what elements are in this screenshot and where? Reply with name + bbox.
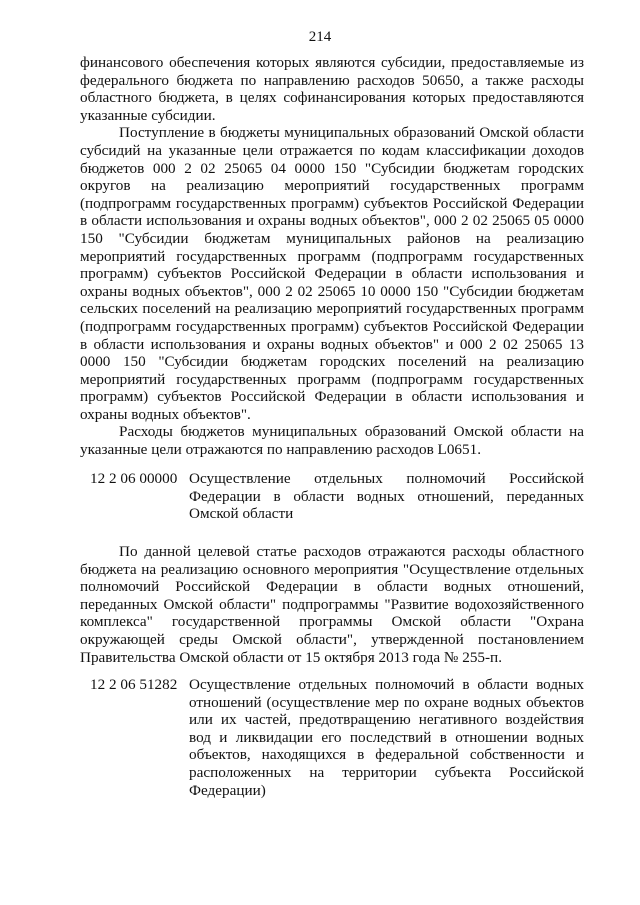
budget-entry-12-2-06-00000 <box>80 470 584 523</box>
middle-text-block <box>80 543 584 666</box>
top-text-block <box>80 54 584 459</box>
budget-code: 12 2 06 51282 <box>90 676 178 693</box>
budget-entry-title: Осуществление отдельных полномочий в области водных отношений (осуществление мер по охране водных объектов или их частей, предотвращению негативного воздействия вод и ликвидации его последствий в отношении водных объектов, находящихся в федеральной собственности и расположенных на территории субъекта Российской Федерации) <box>189 676 584 799</box>
budget-code: 12 2 06 00000 <box>90 470 178 487</box>
paragraph-main-activity: По данной целевой статье расходов отражаются расходы областного бюджета на реализацию основного мероприятия "Осуществление отдельных полномочий Российской Федерации в области водных отношений, переданных Омской области" подпрограммы "Развитие водохозяйственного комплекса" государственной программы Омской области "Охрана окружающей среды Омской области", утвержденной постановлением Правительства Омской области от 15 октября 2013 года № 255-п. <box>80 543 584 666</box>
paragraph-revenue-codes: Поступление в бюджеты муниципальных образований Омской области субсидий на указанные цели отражается по кодам классификации доходов бюджетов 000 2 02 25065 04 0000 150 "Субсидии бюджетам городских округов на реализацию мероприятий государственных программ (подпрограмм государственных программ) субъектов Российской Федерации в области использования и охраны водных объектов", 000 2 02 25065 05 0000 150 "Субсидии бюджетам муниципальных районов на реализацию мероприятий государственных программ (подпрограмм государственных программ) субъектов Российской Федерации в области использования и охраны водных объектов", 000 2 02 25065 10 0000 150 "Субсидии бюджетам сельских поселений на реализацию мероприятий государственных программ (подпрограмм государственных программ) субъектов Российской Федерации в области использования и охраны водных объектов" и 000 2 02 25065 13 0000 150 "Субсидии бюджетам городских поселений на реализацию мероприятий государственных программ (подпрограмм государственных программ) субъектов Российской Федерации в области использования и охраны водных объектов". <box>80 124 584 423</box>
budget-entry-title: Осуществление отдельных полномочий Российской Федерации в области водных отношений, переданных Омской области <box>189 470 584 523</box>
paragraph-expense-direction: Расходы бюджетов муниципальных образований Омской области на указанные цели отражаются по направлению расходов L0651. <box>80 423 584 459</box>
page-number: 214 <box>308 29 332 45</box>
paragraph-continuation: финансового обеспечения которых являются субсидии, предоставляемые из федерального бюджета по направлению расходов 50650, а также расходы областного бюджета, в целях софинансирования которых предоставляются указанные субсидии. <box>80 54 584 124</box>
budget-entry-12-2-06-51282 <box>80 676 584 799</box>
